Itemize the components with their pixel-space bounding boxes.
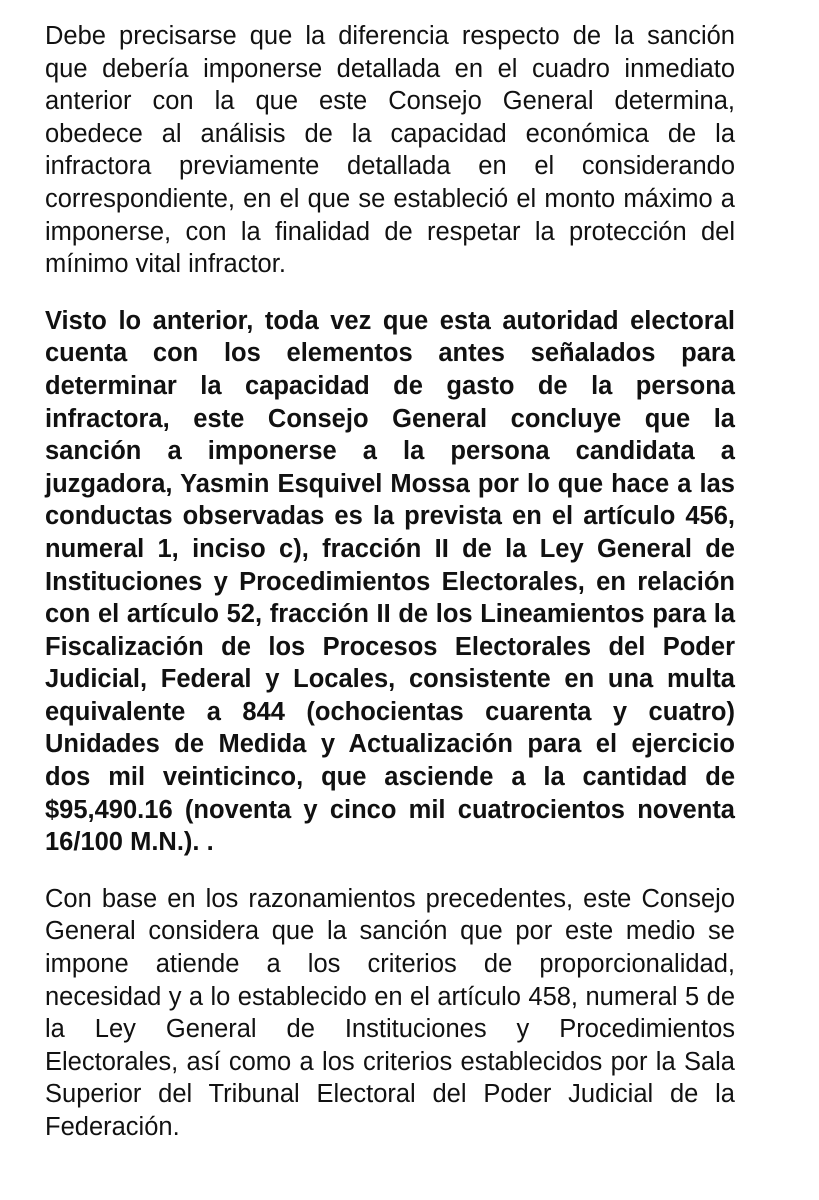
paragraph-sanction-rationale: Con base en los razonamientos precedentes, este Consejo General considera que la sanción que por este medio se impone atiende a los criterios de proporcionalidad, necesidad y a lo establecido en el artículo 458, numeral 5 de la Ley General de Instituciones y Procedimientos Electorales, así como a los criterios establecidos por la Sala Superior del Tribunal Electoral del Poder Judicial de la Federación. [45, 884, 735, 1141]
paragraph-sanction-resolution: Visto lo anterior, toda vez que esta autoridad electoral cuenta con los elementos antes señalados para determinar la capacidad de gasto de la persona infractora, este Consejo General concluye que la sanción a imponerse a la persona candidata a juzgadora, Yasmin Esquivel Mossa por lo que hace a las conductas observadas es la prevista en el artículo 456, numeral 1, inciso c), fracción II de la Ley General de Instituciones y Procedimientos Electorales, en relación con el artículo 52, fracción II de los Lineamientos para la Fiscalización de los Procesos Electorales del Poder Judicial, Federal y Locales, consistente en una multa equivalente a 844 (ochocientas cuarenta y cuatro) Unidades de Medida y Actualización para el ejercicio dos mil veinticinco, que asciende a la cantidad de $95,490.16 (noventa y cinco mil cuatrocientos noventa 16/100 M.N.). . [45, 306, 735, 857]
paragraph-sanction-difference: Debe precisarse que la diferencia respecto de la sanción que debería imponerse detallada en el cuadro inmediato anterior con la que este Consejo General determina, obedece al análisis de la capacidad económica de la infractora previamente detallada en el considerando correspondiente, en el que se estableció el monto máximo a imponerse, con la finalidad de respetar la protección del mínimo vital infractor. [45, 22, 735, 279]
document-body [45, 20, 735, 1144]
